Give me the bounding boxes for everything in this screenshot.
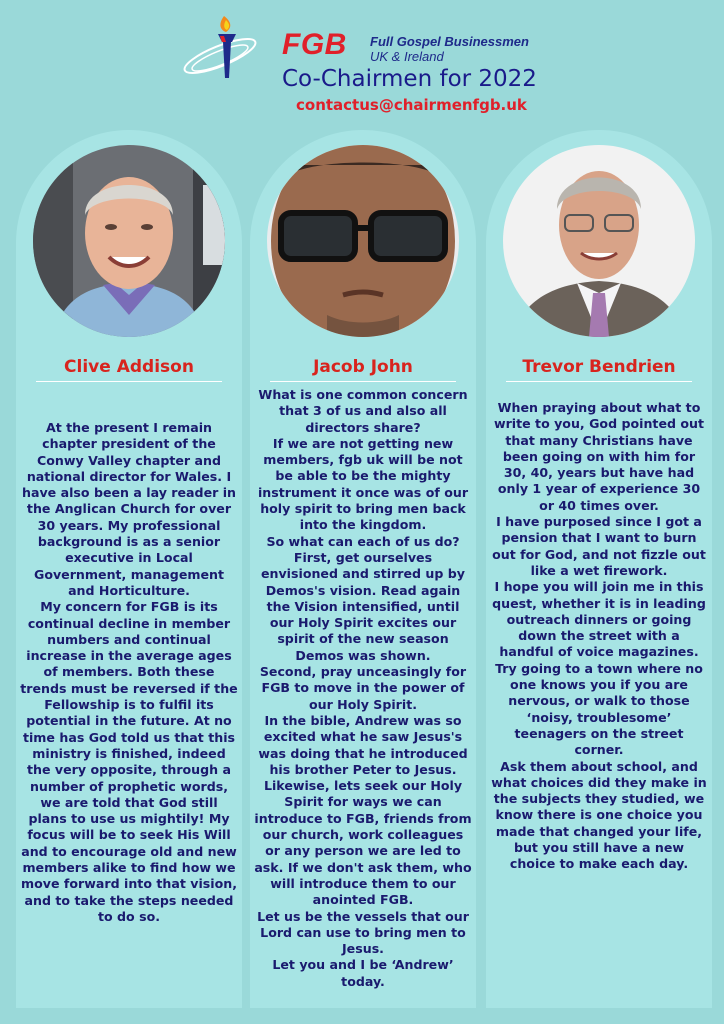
clive-portrait-photo bbox=[33, 145, 225, 337]
profile-card-jacob bbox=[250, 130, 476, 1008]
name-divider bbox=[270, 381, 456, 382]
header bbox=[0, 0, 724, 130]
page-title: Co-Chairmen for 2022 bbox=[282, 66, 537, 92]
fgb-torch-logo-icon bbox=[180, 8, 280, 88]
person-statement: At the present I remain chapter president of the Conwy Valley chapter and national director for Wales. I have also been a lay reader in the Anglican Church for over 30 years. My professional background is as a senior executive in Local Government, management and Horticulture. My concern for FGB is its continual decline in member numbers and continual increase in the average ages of members. Both these trends must be reversed if the Fellowship is to fulfil its potential in the future. At no time has God told us that this ministry is finished, indeed the very opposite, through a number of prophetic words, we are told that God still plans to use us mightily! My focus will be to seek His Will and to encourage old and new members alike to find how we move forward into that vision, and to take the steps needed to do so. bbox=[20, 420, 238, 924]
person-name: Jacob John bbox=[313, 357, 413, 377]
name-divider bbox=[506, 381, 692, 382]
person-statement: What is one common concern that 3 of us and also all directors share? If we are not getting new members, fgb uk will be not be able to be the mighty instrument it once was of our holy spirit to bring men back into the kingdom. So what can each of us do? First, get ourselves envisioned and stirred up by Demos's vision. Read again the Vision intensified, until our Holy Spirit excites our spirit of the new season Demos was shown. Second, pray unceasingly for FGB to move in the power of our Holy Spirit. In the bible, Andrew was so excited what he saw Jesus's was doing that he introduced his brother Peter to Jesus. Likewise, lets seek our Holy Spirit for ways we can introduce to FGB, friends from our church, work colleagues or any person we are led to ask. If we don't ask them, who will introduce them to our anointed FGB. Let us be the vessels that our Lord can use to bring men to Jesus. Let you and I be ‘Andrew’ today. bbox=[254, 387, 472, 989]
jacob-portrait-photo bbox=[267, 145, 459, 337]
org-region-line: UK & Ireland bbox=[370, 49, 444, 64]
profile-card-clive bbox=[16, 130, 242, 1008]
trevor-portrait-photo bbox=[503, 145, 695, 337]
profile-card-trevor bbox=[486, 130, 712, 1008]
person-name: Clive Addison bbox=[64, 357, 194, 377]
contact-email-link[interactable]: contactus@chairmenfgb.uk bbox=[296, 96, 527, 114]
name-divider bbox=[36, 381, 222, 382]
organization-name bbox=[370, 34, 529, 64]
org-name-line: Full Gospel Businessmen bbox=[370, 34, 529, 49]
fgb-logo-text: FGB bbox=[282, 28, 347, 61]
person-name: Trevor Bendrien bbox=[522, 357, 676, 377]
person-statement: When praying about what to write to you, God pointed out that many Christians have been going on with him for 30, 40, years but have had only 1 year of experience 30 or 40 times over. I have purposed since I got a pension that I want to burn out for God, and not fizzle out like a wet firework. I hope you will join me in this quest, whether it is in leading outreach dinners or going down the street with a handful of voice magazines. Try going to a town where no one knows you if you are nervous, or walk to those ‘noisy, troublesome’ teenagers on the street corner. Ask them about school, and what choices did they make in the subjects they studied, we know there is one choice you made that changed your life, but you still have a new choice to make each day. bbox=[491, 400, 707, 872]
